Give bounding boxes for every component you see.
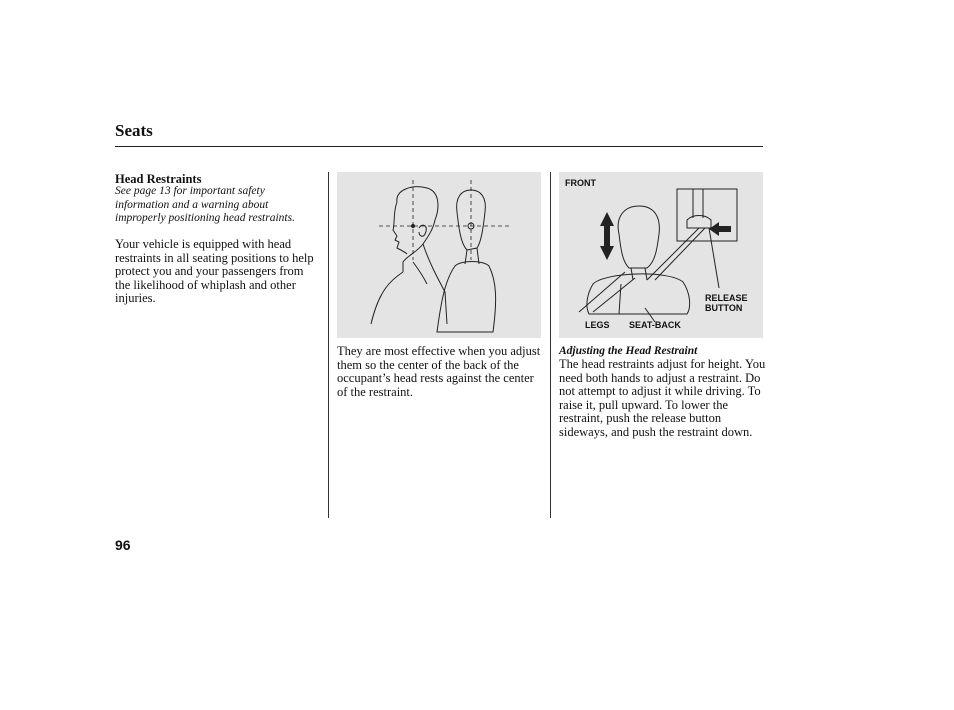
column-divider-1 — [328, 172, 329, 518]
intro-paragraph: Your vehicle is equipped with head restraints in all seating positions to help protect you and your passengers from the likelihood of whiplash and other injuries. — [115, 237, 314, 305]
seat-back-label: SEAT-BACK — [629, 320, 681, 330]
release-button-label: RELEASE BUTTON — [705, 293, 748, 313]
front-label: FRONT — [565, 178, 596, 188]
figure-caption: Adjusting the Head Restraint — [559, 345, 698, 357]
safety-note: See page 13 for important safety information and a warning about improperly positioning head restraints. — [115, 185, 295, 224]
head-position-illustration — [337, 172, 541, 338]
legs-label: LEGS — [585, 320, 610, 330]
restraint-position-paragraph: They are most effective when you adjust them so the center of the back of the occupant’s head rests against the center of the restraint. — [337, 344, 541, 399]
section-heading: Head Restraints — [115, 172, 202, 186]
page-title: Seats — [115, 121, 153, 140]
page-number: 96 — [115, 537, 131, 553]
adjustment-illustration — [559, 172, 763, 338]
adjustment-figure — [559, 172, 763, 338]
adjustment-paragraph: The head restraints adjust for height. You need both hands to adjust a restraint. Do not attempt to adjust it while driving. To raise it, pull upward. To lower the restraint, push the release button sideways, and push the restraint down. — [559, 357, 766, 439]
column-divider-2 — [550, 172, 551, 518]
title-rule — [115, 146, 763, 147]
head-position-figure — [337, 172, 541, 338]
